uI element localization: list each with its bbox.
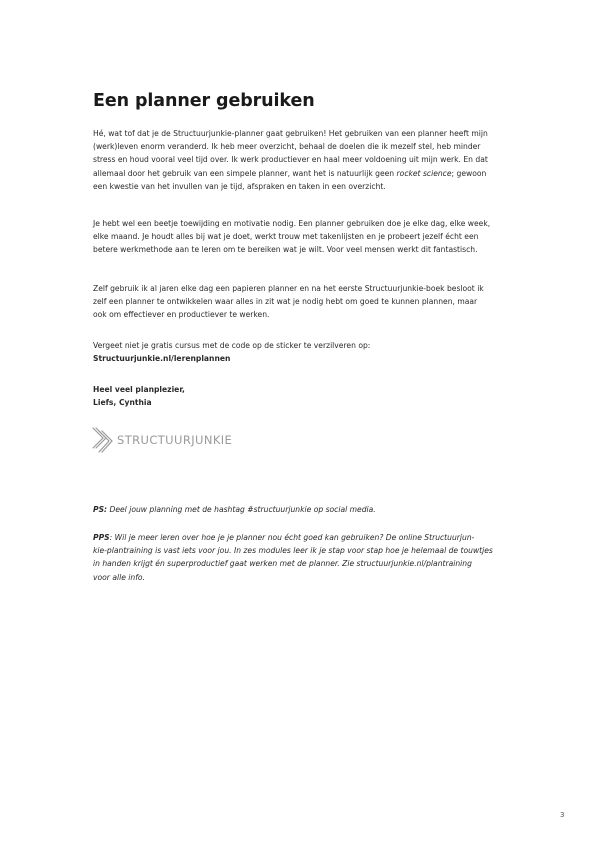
voucher-url: Structuurjunkie.nl/lerenplannen <box>93 354 231 364</box>
text-line <box>93 167 488 180</box>
signoff-name: Liefs, Cynthia <box>93 398 152 408</box>
text-line: zelf een planner te ontwikkelen waar alles in zit wat je nodig hebt om goed te kunnen plannen, maar <box>93 297 478 307</box>
paragraph-background <box>93 282 484 322</box>
paragraph-motivation <box>93 217 490 257</box>
text-line: Je hebt wel een beetje toewijding en motivatie nodig. Een planner gebruiken doe je elke dag, elke week, <box>93 219 491 228</box>
signoff-block <box>93 383 185 409</box>
text-line: kie-plantraining is vast iets voor jou. In zes modules leer ik je stap voor stap hoe je helemaal de touwtjes <box>93 546 493 556</box>
text-line: Hé, wat tof dat je de Structuurjunkie-planner gaat gebruiken! Het gebruiken van een planner heeft mijn <box>93 129 488 138</box>
page-title: Een planner gebruiken <box>93 91 315 111</box>
structuurjunkie-logo <box>91 425 232 455</box>
text-line: in handen krijgt én superproductief gaat werken met de planner. Zie structuurjunkie.nl/plantraining <box>93 559 472 569</box>
italic-phrase: rocket science <box>396 168 452 178</box>
page-number: 3 <box>560 811 565 819</box>
text-line: Zelf gebruik ik al jaren elke dag een papieren planner en na het eerste Structuurjunkie-boek besloot ik <box>93 284 484 293</box>
ps-label: PS: <box>93 505 108 514</box>
text-line: een kwestie van het invullen van je tijd, afspraken en taken in een overzicht. <box>93 181 386 191</box>
text-line: voor alle info. <box>93 572 145 582</box>
text-segment: : Wil je meer leren over hoe je je planner nou écht goed kan gebruiken? De online Structuurjun- <box>109 533 475 542</box>
signoff-greeting: Heel veel planplezier, <box>93 385 185 394</box>
text-line: elke maand. Je houdt alles bij wat je doet, werkt trouw met takenlijsten en je probeert jezelf écht een <box>93 232 479 242</box>
text-segment: ; gewoon <box>451 168 487 178</box>
paragraph-intro <box>93 127 488 193</box>
text-segment: allemaal door het gebruik van een simpele planner, want het is natuurlijk geen <box>93 168 395 178</box>
text-line: betere werkmethode aan te leren om te bereiken wat je wilt. Voor veel mensen werkt dit fantastisch. <box>93 245 478 255</box>
ps-note <box>93 503 376 516</box>
voucher-text: Vergeet niet je gratis cursus met de code op de sticker te verzilveren op: <box>93 341 371 350</box>
logo-wordmark: STRUCTUURJUNKIE <box>117 433 233 447</box>
stripes-logo-icon <box>91 426 113 454</box>
ps-text: Deel jouw planning met de hashtag #structuurjunkie op social media. <box>107 505 376 514</box>
pps-note <box>93 531 493 584</box>
pps-label: PPS <box>93 533 110 542</box>
text-line: (werk)leven enorm veranderd. Ik heb meer overzicht, behaal de doelen die ik mezelf stel, heb minder <box>93 142 481 152</box>
voucher-block <box>93 339 370 365</box>
text-line: stress en houd vooral veel tijd over. Ik werk productiever en haal meer voldoening uit mijn werk. En dat <box>93 155 488 165</box>
text-line: ook om effectiever en productiever te werken. <box>93 310 270 320</box>
text-line <box>93 531 493 544</box>
